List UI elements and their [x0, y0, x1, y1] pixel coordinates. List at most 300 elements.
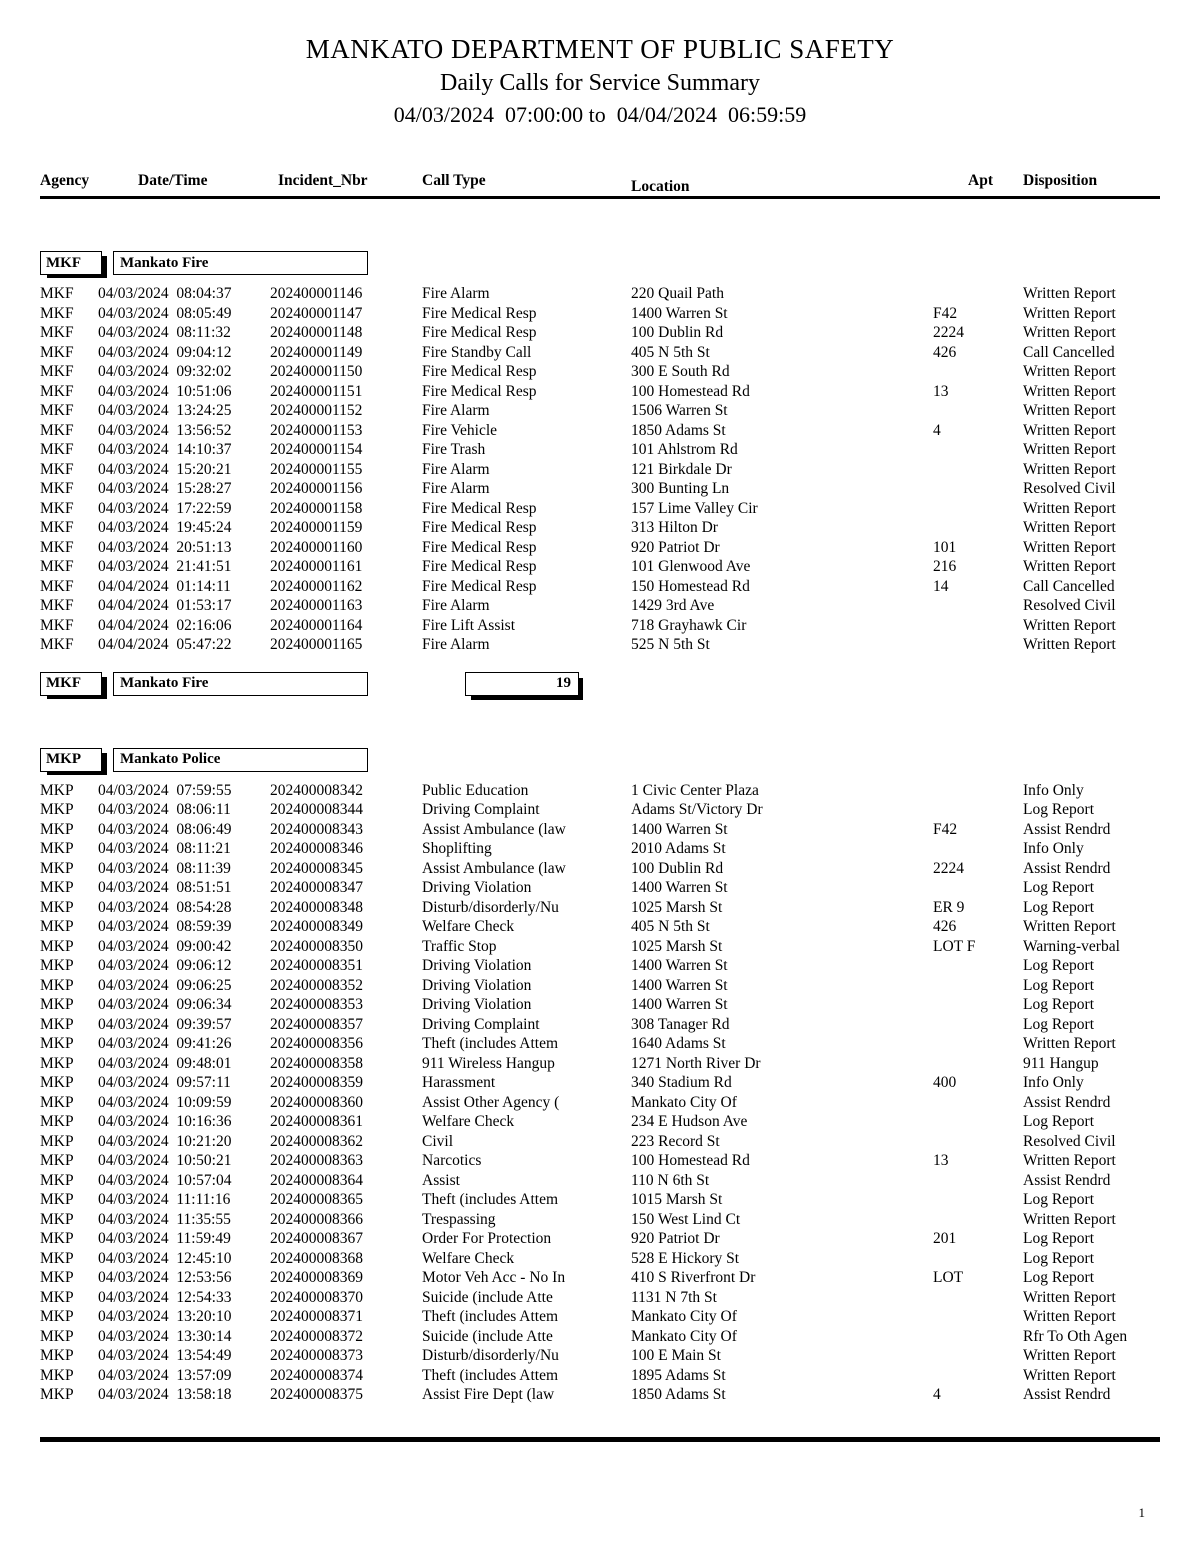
call-row	[40, 1249, 1160, 1269]
cell-apt	[933, 1132, 1023, 1152]
cell-call-type: Fire Medical Resp	[422, 363, 537, 380]
cell-call-type: Assist Fire Dept (law	[422, 1386, 555, 1403]
cell-incident-nbr: 202400008350	[270, 937, 363, 955]
column-header-agency: Agency	[40, 172, 90, 189]
cell-incident-nbr: 202400008344	[270, 801, 363, 818]
cell-location: 1400 Warren St	[631, 957, 728, 974]
cell-call-type: Driving Violation	[422, 996, 532, 1013]
cell-call-type: Traffic Stop	[422, 937, 497, 955]
cell-apt: 2224	[933, 859, 964, 877]
cell-location: 100 Homestead Rd	[631, 1152, 750, 1169]
cell-disposition: Resolved Civil	[1023, 480, 1116, 497]
agency-name-box	[113, 748, 368, 772]
cell-disposition: 911 Hangup	[1023, 1054, 1099, 1072]
cell-agency: MKP	[40, 1269, 74, 1286]
cell-agency: MKP	[40, 1015, 74, 1033]
call-row	[40, 800, 1160, 820]
cell-datetime: 04/03/2024 11:35:55	[98, 1210, 231, 1228]
call-row	[40, 917, 1160, 937]
cell-call-type: Fire Trash	[422, 441, 486, 458]
call-row	[40, 1112, 1160, 1132]
cell-call-type: Fire Alarm	[422, 636, 490, 653]
cell-apt	[933, 616, 1023, 636]
cell-incident-nbr: 202400001158	[270, 499, 363, 517]
cell-agency: MKP	[40, 918, 74, 935]
cell-agency: MKP	[40, 879, 74, 896]
cell-call-type: Civil	[422, 1132, 454, 1150]
cell-call-type: Welfare Check	[422, 1113, 515, 1130]
call-row	[40, 499, 1160, 519]
cell-apt: 4	[933, 1386, 941, 1403]
cell-datetime: 04/03/2024 13:54:49	[98, 1347, 232, 1364]
cell-incident-nbr: 202400008372	[270, 1327, 363, 1345]
cell-incident-nbr: 202400001160	[270, 538, 363, 556]
cell-call-type: Disturb/disorderly/Nu	[422, 898, 559, 916]
cell-disposition: Assist Rendrd	[1023, 859, 1111, 877]
cell-disposition: Written Report	[1023, 441, 1116, 458]
cell-disposition: Assist Rendrd	[1023, 1386, 1111, 1403]
agency-name: Mankato Fire	[120, 254, 209, 271]
cell-apt	[933, 440, 1023, 460]
call-row	[40, 820, 1160, 840]
cell-apt	[933, 1307, 1023, 1327]
page-number: 1	[1138, 1505, 1145, 1520]
call-row	[40, 518, 1160, 538]
call-row	[40, 1210, 1160, 1230]
cell-datetime: 04/03/2024 08:59:39	[98, 918, 232, 935]
call-row	[40, 635, 1160, 655]
cell-location: 1850 Adams St	[631, 421, 726, 439]
cell-apt	[933, 839, 1023, 859]
call-rows	[40, 781, 1160, 1405]
cell-call-type: Harassment	[422, 1074, 496, 1091]
cell-disposition: Written Report	[1023, 363, 1116, 380]
cell-datetime: 04/03/2024 08:11:39	[98, 859, 231, 877]
cell-disposition: Written Report	[1023, 558, 1116, 575]
cell-datetime: 04/03/2024 10:51:06	[98, 382, 232, 400]
cell-incident-nbr: 202400008360	[270, 1093, 363, 1111]
cell-agency: MKP	[40, 1230, 74, 1247]
column-header-incident-nbr: Incident_Nbr	[278, 172, 368, 189]
cell-datetime: 04/03/2024 21:41:51	[98, 558, 232, 575]
cell-call-type: Fire Medical Resp	[422, 577, 537, 595]
cell-apt	[933, 1171, 1023, 1191]
cell-agency: MKF	[40, 577, 74, 595]
cell-location: 1400 Warren St	[631, 820, 728, 838]
cell-datetime: 04/03/2024 08:05:49	[98, 304, 232, 322]
cell-disposition: Written Report	[1023, 402, 1116, 419]
agency-name-box	[113, 672, 368, 696]
cell-call-type: Fire Alarm	[422, 480, 490, 497]
cell-disposition: Written Report	[1023, 460, 1116, 478]
section-header	[40, 251, 1160, 275]
cell-agency: MKF	[40, 363, 74, 380]
cell-agency: MKP	[40, 1054, 74, 1072]
cell-datetime: 04/03/2024 13:58:18	[98, 1386, 232, 1403]
cell-apt	[933, 781, 1023, 801]
agency-code-box	[40, 251, 102, 275]
cell-disposition: Assist Rendrd	[1023, 1093, 1111, 1111]
cell-disposition: Log Report	[1023, 1230, 1095, 1247]
cell-datetime: 04/03/2024 10:50:21	[98, 1152, 232, 1169]
cell-incident-nbr: 202400008353	[270, 996, 363, 1013]
cell-agency: MKF	[40, 480, 74, 497]
call-row	[40, 1073, 1160, 1093]
cell-incident-nbr: 202400008375	[270, 1386, 363, 1403]
cell-location: 1429 3rd Ave	[631, 597, 715, 614]
cell-agency: MKP	[40, 840, 74, 857]
report-date-range: 04/03/2024 07:00:00 to 04/04/2024 06:59:59	[393, 102, 807, 127]
cell-agency: MKP	[40, 976, 74, 994]
cell-incident-nbr: 202400001152	[270, 402, 363, 419]
cell-datetime: 04/03/2024 13:30:14	[98, 1327, 232, 1345]
cell-call-type: Driving Violation	[422, 879, 532, 896]
cell-incident-nbr: 202400008366	[270, 1210, 363, 1228]
cell-disposition: Log Report	[1023, 957, 1095, 974]
call-row	[40, 1346, 1160, 1366]
cell-disposition: Written Report	[1023, 324, 1116, 341]
cell-agency: MKP	[40, 1113, 74, 1130]
cell-agency: MKP	[40, 820, 74, 838]
cell-call-type: Fire Vehicle	[422, 421, 498, 439]
call-row	[40, 382, 1160, 402]
cell-incident-nbr: 202400008346	[270, 840, 363, 857]
cell-apt	[933, 1034, 1023, 1054]
cell-apt	[933, 1054, 1023, 1074]
cell-apt	[933, 460, 1023, 480]
cell-datetime: 04/03/2024 10:16:36	[98, 1113, 232, 1130]
cell-location: 1400 Warren St	[631, 976, 728, 994]
cell-agency: MKP	[40, 996, 74, 1013]
call-row	[40, 781, 1160, 801]
call-row	[40, 956, 1160, 976]
cell-disposition: Written Report	[1023, 1035, 1116, 1052]
cell-apt	[933, 956, 1023, 976]
cell-apt	[933, 596, 1023, 616]
cell-location: 100 Homestead Rd	[631, 382, 750, 400]
cell-apt	[933, 995, 1023, 1015]
call-row	[40, 1171, 1160, 1191]
cell-location: 410 S Riverfront Dr	[631, 1269, 756, 1286]
cell-agency: MKP	[40, 957, 74, 974]
cell-call-type: Motor Veh Acc - No In	[422, 1269, 566, 1286]
cell-datetime: 04/03/2024 13:56:52	[98, 421, 232, 439]
agency-code: MKP	[46, 751, 81, 767]
cell-datetime: 04/03/2024 13:20:10	[98, 1308, 232, 1325]
section-header	[40, 748, 1160, 772]
cell-disposition: Written Report	[1023, 1210, 1116, 1228]
report-subtitle: Daily Calls for Service Summary	[440, 70, 760, 96]
cell-datetime: 04/03/2024 12:53:56	[98, 1269, 232, 1286]
cell-apt	[933, 1190, 1023, 1210]
call-row	[40, 284, 1160, 304]
cell-call-type: Fire Medical Resp	[422, 499, 537, 517]
cell-location: 110 N 6th St	[631, 1171, 710, 1189]
cell-disposition: Info Only	[1023, 840, 1084, 857]
cell-datetime: 04/03/2024 09:06:12	[98, 957, 232, 974]
cell-agency: MKP	[40, 1035, 74, 1052]
cell-disposition: Written Report	[1023, 285, 1116, 302]
call-row	[40, 898, 1160, 918]
cell-disposition: Assist Rendrd	[1023, 820, 1111, 838]
cell-location: 1271 North River Dr	[631, 1054, 761, 1072]
call-row	[40, 362, 1160, 382]
cell-disposition: Log Report	[1023, 996, 1095, 1013]
column-headers	[40, 172, 1160, 199]
cell-apt	[933, 1366, 1023, 1386]
cell-incident-nbr: 202400001162	[270, 577, 363, 595]
cell-call-type: Fire Alarm	[422, 597, 490, 614]
section-count-box	[465, 672, 579, 696]
call-row	[40, 878, 1160, 898]
cell-call-type: Fire Standby Call	[422, 343, 532, 361]
cell-call-type: Theft (includes Attem	[422, 1366, 559, 1384]
cell-apt: ER 9	[933, 898, 965, 916]
cell-location: 1131 N 7th St	[631, 1288, 717, 1306]
column-header-apt: Apt	[968, 172, 993, 189]
call-row	[40, 421, 1160, 441]
agency-name-box	[113, 251, 368, 275]
cell-incident-nbr: 202400008359	[270, 1074, 363, 1091]
cell-agency: MKP	[40, 781, 74, 799]
cell-call-type: Driving Violation	[422, 976, 532, 994]
cell-apt: LOT	[933, 1269, 964, 1286]
cell-datetime: 04/03/2024 13:24:25	[98, 402, 232, 419]
cell-disposition: Log Report	[1023, 879, 1095, 896]
cell-location: Mankato City Of	[631, 1327, 737, 1345]
cell-datetime: 04/03/2024 12:45:10	[98, 1249, 232, 1267]
cell-apt	[933, 362, 1023, 382]
cell-datetime: 04/04/2024 05:47:22	[98, 636, 232, 653]
cell-incident-nbr: 202400008364	[270, 1171, 363, 1189]
cell-datetime: 04/03/2024 09:39:57	[98, 1015, 232, 1033]
cell-location: Mankato City Of	[631, 1308, 737, 1325]
cell-disposition: Info Only	[1023, 781, 1084, 799]
call-row	[40, 1268, 1160, 1288]
cell-apt	[933, 518, 1023, 538]
cell-incident-nbr: 202400008363	[270, 1152, 363, 1169]
cell-location: 1025 Marsh St	[631, 898, 723, 916]
cell-incident-nbr: 202400001149	[270, 343, 363, 361]
cell-agency: MKF	[40, 538, 74, 556]
cell-location: 1640 Adams St	[631, 1035, 726, 1052]
call-row	[40, 323, 1160, 343]
cell-location: 300 E South Rd	[631, 363, 730, 380]
agency-section	[40, 748, 1160, 1405]
cell-datetime: 04/03/2024 09:00:42	[98, 937, 232, 955]
cell-location: 340 Stadium Rd	[631, 1074, 732, 1091]
call-row	[40, 995, 1160, 1015]
call-row	[40, 596, 1160, 616]
cell-incident-nbr: 202400001150	[270, 363, 363, 380]
cell-call-type: 911 Wireless Hangup	[422, 1054, 555, 1072]
cell-call-type: Fire Medical Resp	[422, 519, 537, 536]
cell-datetime: 04/04/2024 01:53:17	[98, 597, 232, 614]
cell-agency: MKP	[40, 1093, 74, 1111]
cell-datetime: 04/03/2024 09:06:34	[98, 996, 232, 1013]
agency-code-box	[40, 672, 102, 696]
cell-call-type: Shoplifting	[422, 840, 492, 857]
cell-agency: MKF	[40, 460, 74, 478]
cell-datetime: 04/03/2024 09:04:12	[98, 343, 232, 361]
cell-apt: 13	[933, 1152, 949, 1169]
cell-agency: MKP	[40, 1327, 74, 1345]
cell-location: 150 West Lind Ct	[631, 1210, 741, 1228]
call-row	[40, 1132, 1160, 1152]
cell-incident-nbr: 202400008343	[270, 820, 363, 838]
call-row	[40, 1034, 1160, 1054]
cell-location: 1895 Adams St	[631, 1366, 726, 1384]
cell-agency: MKF	[40, 558, 74, 575]
cell-location: Mankato City Of	[631, 1093, 737, 1111]
cell-incident-nbr: 202400001161	[270, 558, 363, 575]
cell-call-type: Suicide (include Atte	[422, 1327, 553, 1345]
cell-call-type: Suicide (include Atte	[422, 1288, 553, 1306]
cell-disposition: Written Report	[1023, 1288, 1116, 1306]
agency-code: MKF	[46, 675, 81, 691]
cell-call-type: Fire Medical Resp	[422, 304, 537, 322]
cell-call-type: Fire Medical Resp	[422, 558, 537, 575]
cell-agency: MKP	[40, 1152, 74, 1169]
cell-datetime: 04/03/2024 09:06:25	[98, 976, 232, 994]
cell-agency: MKF	[40, 597, 74, 614]
cell-agency: MKP	[40, 1191, 74, 1208]
cell-incident-nbr: 202400001147	[270, 304, 363, 322]
cell-call-type: Fire Medical Resp	[422, 324, 537, 341]
cell-location: 101 Glenwood Ave	[631, 558, 751, 575]
bottom-rule	[40, 1437, 1160, 1442]
cell-call-type: Narcotics	[422, 1152, 482, 1169]
cell-apt: 14	[933, 577, 949, 595]
cell-disposition: Rfr To Oth Agen	[1023, 1327, 1128, 1345]
cell-datetime: 04/03/2024 08:11:32	[98, 324, 231, 341]
cell-agency: MKP	[40, 801, 74, 818]
cell-incident-nbr: 202400008358	[270, 1054, 363, 1072]
call-row	[40, 1151, 1160, 1171]
call-row	[40, 343, 1160, 363]
cell-apt: 101	[933, 538, 957, 556]
cell-datetime: 04/03/2024 10:09:59	[98, 1093, 232, 1111]
cell-location: 150 Homestead Rd	[631, 577, 750, 595]
cell-incident-nbr: 202400008370	[270, 1288, 363, 1306]
cell-agency: MKP	[40, 1366, 74, 1384]
cell-datetime: 04/03/2024 09:57:11	[98, 1074, 231, 1091]
cell-incident-nbr: 202400001155	[270, 460, 363, 478]
cell-disposition: Assist Rendrd	[1023, 1171, 1111, 1189]
cell-disposition: Written Report	[1023, 304, 1116, 322]
cell-location: 405 N 5th St	[631, 918, 710, 935]
column-header-location: Location	[631, 178, 690, 195]
cell-datetime: 04/03/2024 11:59:49	[98, 1230, 231, 1247]
cell-location: 101 Ahlstrom Rd	[631, 441, 738, 458]
cell-location: 100 E Main St	[631, 1347, 721, 1364]
cell-apt	[933, 401, 1023, 421]
cell-agency: MKP	[40, 937, 74, 955]
cell-datetime: 04/03/2024 08:04:37	[98, 285, 232, 302]
column-header-datetime: Date/Time	[138, 172, 208, 189]
cell-datetime: 04/03/2024 09:32:02	[98, 363, 232, 380]
cell-datetime: 04/03/2024 10:21:20	[98, 1132, 232, 1150]
cell-apt	[933, 1327, 1023, 1347]
cell-location: 718 Grayhawk Cir	[631, 616, 747, 634]
agency-name: Mankato Police	[120, 751, 221, 767]
cell-apt	[933, 1093, 1023, 1113]
cell-apt: 201	[933, 1230, 957, 1247]
cell-disposition: Log Report	[1023, 801, 1095, 818]
call-row	[40, 557, 1160, 577]
call-row	[40, 1015, 1160, 1035]
cell-disposition: Log Report	[1023, 1191, 1095, 1208]
cell-location: 1400 Warren St	[631, 879, 728, 896]
cell-agency: MKF	[40, 636, 74, 653]
cell-incident-nbr: 202400008348	[270, 898, 363, 916]
cell-datetime: 04/03/2024 07:59:55	[98, 781, 232, 799]
cell-location: 1400 Warren St	[631, 304, 728, 322]
cell-disposition: Log Report	[1023, 1015, 1095, 1033]
cell-apt	[933, 499, 1023, 519]
cell-disposition: Log Report	[1023, 1269, 1095, 1286]
call-row	[40, 1366, 1160, 1386]
cell-incident-nbr: 202400008365	[270, 1191, 363, 1208]
cell-apt	[933, 1346, 1023, 1366]
call-row	[40, 1093, 1160, 1113]
cell-disposition: Log Report	[1023, 976, 1095, 994]
cell-agency: MKP	[40, 1288, 74, 1306]
cell-call-type: Theft (includes Attem	[422, 1308, 559, 1325]
cell-apt	[933, 635, 1023, 655]
cell-agency: MKF	[40, 421, 74, 439]
cell-apt: F42	[933, 820, 958, 838]
cell-apt	[933, 1112, 1023, 1132]
cell-agency: MKP	[40, 1210, 74, 1228]
cell-apt: 426	[933, 918, 957, 935]
cell-incident-nbr: 202400001165	[270, 636, 363, 653]
cell-call-type: Driving Complaint	[422, 1015, 540, 1033]
cell-incident-nbr: 202400001148	[270, 324, 363, 341]
cell-disposition: Written Report	[1023, 421, 1116, 439]
cell-call-type: Driving Complaint	[422, 801, 540, 818]
cell-location: 405 N 5th St	[631, 343, 710, 361]
cell-agency: MKP	[40, 1347, 74, 1364]
cell-datetime: 04/03/2024 11:11:16	[98, 1191, 231, 1208]
cell-location: 1506 Warren St	[631, 402, 728, 419]
cell-datetime: 04/04/2024 01:14:11	[98, 577, 231, 595]
call-row	[40, 577, 1160, 597]
cell-agency: MKP	[40, 1308, 74, 1325]
cell-incident-nbr: 202400001156	[270, 480, 363, 497]
cell-location: 220 Quail Path	[631, 285, 724, 302]
cell-incident-nbr: 202400008368	[270, 1249, 363, 1267]
report-title: MANKATO DEPARTMENT OF PUBLIC SAFETY	[305, 34, 895, 64]
cell-location: 920 Patriot Dr	[631, 1230, 720, 1247]
cell-disposition: Call Cancelled	[1023, 343, 1115, 361]
cell-incident-nbr: 202400001153	[270, 421, 363, 439]
cell-location: 223 Record St	[631, 1132, 720, 1150]
cell-call-type: Order For Protection	[422, 1230, 552, 1247]
cell-incident-nbr: 202400001151	[270, 382, 363, 400]
cell-disposition: Written Report	[1023, 1152, 1116, 1169]
cell-location: 300 Bunting Ln	[631, 480, 730, 497]
call-row	[40, 937, 1160, 957]
cell-datetime: 04/03/2024 08:54:28	[98, 898, 232, 916]
cell-apt: 2224	[933, 324, 964, 341]
cell-apt	[933, 479, 1023, 499]
cell-call-type: Fire Lift Assist	[422, 616, 516, 634]
cell-incident-nbr: 202400008374	[270, 1366, 363, 1384]
cell-datetime: 04/03/2024 15:20:21	[98, 460, 232, 478]
cell-location: 121 Birkdale Dr	[631, 460, 732, 478]
cell-incident-nbr: 202400008367	[270, 1230, 363, 1247]
